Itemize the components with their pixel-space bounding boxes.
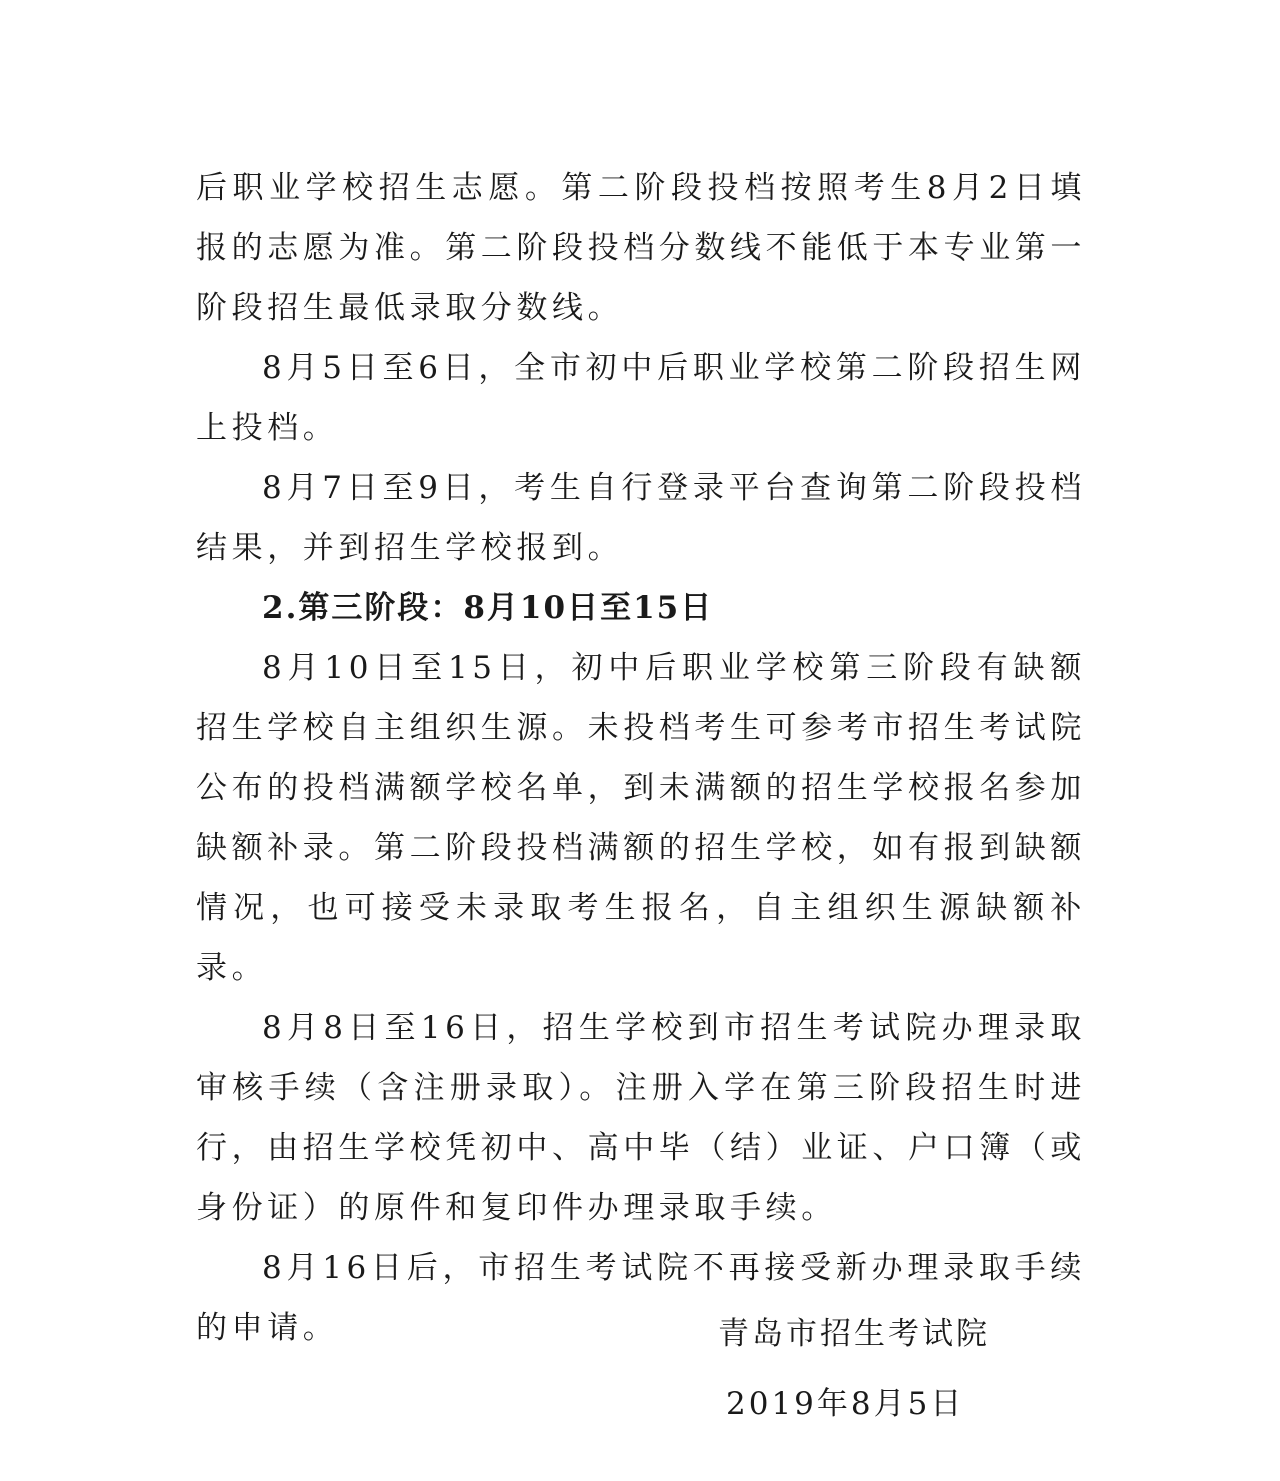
paragraph-result-query: 8月7日至9日，考生自行登录平台查询第二阶段投档结果，并到招生学校报到。	[196, 470, 1086, 566]
paragraph-continuation: 后职业学校招生志愿。第二阶段投档按照考生8月2日填报的志愿为准。第二阶段投档分数线不能低于本专业第一阶段招生最低录取分数线。	[196, 170, 1086, 326]
paragraph-admission-procedures: 8月8日至16日，招生学校到市招生考试院办理录取审核手续（含注册录取）。注册入学在第三阶段招生时进行，由招生学校凭初中、高中毕（结）业证、户口簿（或身份证）的原件和复印件办理录取手续。	[196, 1010, 1086, 1226]
paragraph-online-submission: 8月5日至6日，全市初中后职业学校第二阶段招生网上投档。	[196, 350, 1086, 446]
paragraph-third-stage-recruitment: 8月10日至15日，初中后职业学校第三阶段有缺额招生学校自主组织生源。未投档考生可参考市招生考试院公布的投档满额学校名单，到未满额的招生学校报名参加缺额补录。第二阶段投档满额的招生学校，如有报到缺额情况，也可接受未录取考生报名，自主组织生源缺额补录。	[196, 650, 1086, 986]
signature-date: 2019年8月5日	[726, 1386, 965, 1422]
paragraph-deadline: 8月16日后，市招生考试院不再接受新办理录取手续的申请。	[196, 1250, 1086, 1346]
section-heading-third-stage: 2.第三阶段：8月10日至15日	[262, 590, 714, 626]
signature-organization: 青岛市招生考试院	[718, 1316, 990, 1352]
document-body	[196, 158, 1086, 1358]
